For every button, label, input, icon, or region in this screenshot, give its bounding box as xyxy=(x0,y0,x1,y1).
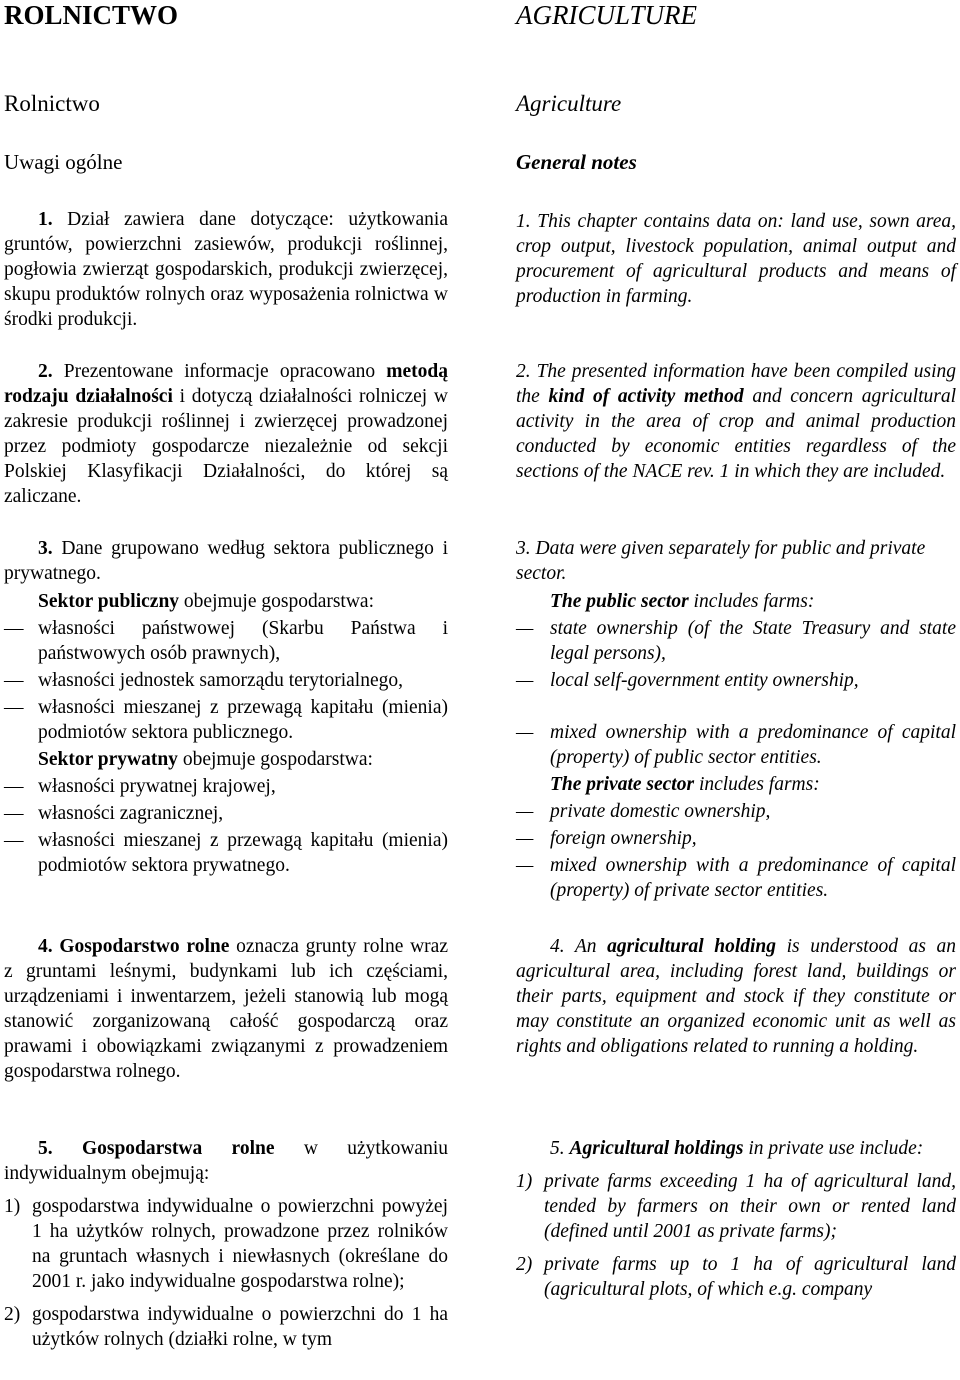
public-sector-label: The public sector xyxy=(550,591,689,612)
list-item: — state ownership (of the State Treasury and state legal persons), xyxy=(516,616,956,666)
paragraph-number: 2. xyxy=(516,361,531,382)
paragraph-text: Dane grupowano według sektora publicznego i prywatnego. xyxy=(4,538,449,584)
list-item-number: 1) xyxy=(4,1196,21,1217)
paragraph-emphasis: kind of activity method xyxy=(548,386,744,407)
paragraph-1 xyxy=(516,209,956,309)
paragraph-2 xyxy=(516,359,956,484)
paragraph-number: 5. xyxy=(550,1138,565,1159)
list-item-number: 1) xyxy=(516,1171,533,1192)
paragraph-text: Prezentowane informacje opracowano xyxy=(63,361,376,382)
paragraph-text: obejmuje gospodarstwa: xyxy=(182,749,373,770)
list-item: — private domestic ownership, xyxy=(516,799,956,824)
page-header: AGRICULTURE xyxy=(516,0,697,30)
paragraph-3 xyxy=(4,536,448,878)
list-item: — mixed ownership with a predominance of capital (property) of private sector entities. xyxy=(516,853,956,903)
section-title: Agriculture xyxy=(516,91,622,116)
paragraph-5 xyxy=(4,1136,448,1352)
paragraph-text: is understood as an agricultural area, including forest land, buildings or their parts, equipment and stock if they constitute or may constitute an organized economic unit as well as rights and obligations related to running a holding. xyxy=(516,936,957,1057)
paragraph-number: 3. xyxy=(38,538,53,559)
section-title: Rolnictwo xyxy=(4,91,100,116)
paragraph-text: w użytkowaniu indywidualnym obejmują: xyxy=(4,1138,448,1184)
paragraph-2 xyxy=(4,359,448,509)
list-item-text: private farms up to 1 ha of agricultural land (agricultural plots, of which e.g. company xyxy=(544,1254,956,1300)
paragraph-text: in private use include: xyxy=(748,1138,924,1159)
list-item xyxy=(4,1194,448,1294)
list-item-text: private farms exceeding 1 ha of agricultural land, tended by farmers on their own or rented land (defined until 2001 as private farms); xyxy=(544,1171,956,1242)
paragraph-emphasis: Gospodarstwa rolne xyxy=(81,1138,275,1159)
paragraph-number: 1. xyxy=(38,209,53,230)
paragraph-text: includes farms: xyxy=(693,591,815,612)
list-item-text: gospodarstwa indywidualne o powierzchni do 1 ha użytków rolnych (działki rolne, w tym xyxy=(32,1304,448,1350)
list-item: — foreign ownership, xyxy=(516,826,956,851)
paragraph-text: An xyxy=(574,936,597,957)
list-item: — własności prywatnej krajowej, xyxy=(4,774,448,799)
list-item: — własności państwowej (Skarbu Państwa i państwowych osób prawnych), xyxy=(4,616,448,666)
paragraph-text: Data were given separately for public and private sector. xyxy=(516,538,926,584)
list-item: — własności zagranicznej, xyxy=(4,801,448,826)
private-sector-label: Sektor prywatny xyxy=(38,749,178,770)
paragraph-emphasis: Agricultural holdings xyxy=(569,1138,744,1159)
list-item xyxy=(516,1252,956,1302)
public-sector-label: Sektor publiczny xyxy=(38,591,180,612)
paragraph-emphasis: Gospodarstwo rolne xyxy=(59,936,230,957)
list-item: — local self-government entity ownership, xyxy=(516,668,956,693)
paragraph-text: obejmuje gospodarstwa: xyxy=(183,591,375,612)
paragraph-5 xyxy=(516,1136,956,1302)
paragraph-1 xyxy=(4,207,448,332)
paragraph-emphasis: agricultural holding xyxy=(607,936,776,957)
list-item-number: 2) xyxy=(516,1254,533,1275)
list-item: — własności jednostek samorządu terytorialnego, xyxy=(4,668,448,693)
list-item xyxy=(4,1302,448,1352)
subsection-title: General notes xyxy=(516,150,637,174)
subsection-title: Uwagi ogólne xyxy=(4,150,123,174)
paragraph-text: i dotyczą działalności rolniczej w zakresie produkcji roślinnej i zwierzęcej prowadzonej przez podmioty gospodarcze niezależnie od sekcji Polskiej Klasyfikacji Działalności, do której są zaliczane. xyxy=(4,386,449,507)
paragraph-text: This chapter contains data on: land use, sown area, crop output, livestock population, animal output and procurement of agricultural products and means of production in farming. xyxy=(516,211,957,307)
paragraph-number: 3. xyxy=(516,538,531,559)
list-item-number: 2) xyxy=(4,1304,21,1325)
private-sector-label: The private sector xyxy=(550,774,695,795)
list-item-text: gospodarstwa indywidualne o powierzchni powyżej 1 ha użytków rolnych, prowadzone przez rolników na gruntach własnych i niewłasnych (określane do 2001 r. jako indywidualne gospodarstwa rolne); xyxy=(32,1196,448,1292)
list-item: — mixed ownership with a predominance of capital (property) of public sector entities. xyxy=(516,720,956,770)
paragraph-4 xyxy=(4,934,448,1084)
paragraph-4 xyxy=(516,934,956,1059)
paragraph-number: 4. xyxy=(550,936,565,957)
paragraph-text: oznacza grunty rolne wraz z gruntami leśnymi, budynkami lub ich częściami, urządzeniami i inwentarzem, jeżeli stanowią lub mogą stanowić zorganizowaną całość gospodarczą oraz prawami i obowiązkami związanymi z prowadzeniem gospodarstwa rolnego. xyxy=(4,936,448,1082)
paragraph-number: 2. xyxy=(38,361,53,382)
paragraph-text: and concern agricultural activity in the area of crop and animal production conducted by economic entities regardless of the sections of the NACE rev. 1 in which they are included. xyxy=(516,386,957,482)
paragraph-text: Dział zawiera dane dotyczące: użytkowania gruntów, powierzchni zasiewów, produkcji roślinnej, pogłowia zwierząt gospodarskich, produkcji zwierzęcej, skupu produktów rolnych oraz wyposażenia rolnictwa w środki produkcji. xyxy=(4,209,448,330)
list-item: — własności mieszanej z przewagą kapitału (mienia) podmiotów sektora prywatnego. xyxy=(4,828,448,878)
paragraph-number: 4. xyxy=(38,936,53,957)
list-item: — własności mieszanej z przewagą kapitału (mienia) podmiotów sektora publicznego. xyxy=(4,695,448,745)
paragraph-number: 5. xyxy=(38,1138,53,1159)
paragraph-number: 1. xyxy=(516,211,531,232)
page-header: ROLNICTWO xyxy=(4,0,179,30)
paragraph-emphasis: metodą rodzaju działalności xyxy=(4,361,448,407)
paragraph-text: includes farms: xyxy=(698,774,820,795)
list-item xyxy=(516,1169,956,1244)
paragraph-3 xyxy=(516,536,956,903)
paragraph-text: The presented information have been compiled using the xyxy=(516,361,956,407)
